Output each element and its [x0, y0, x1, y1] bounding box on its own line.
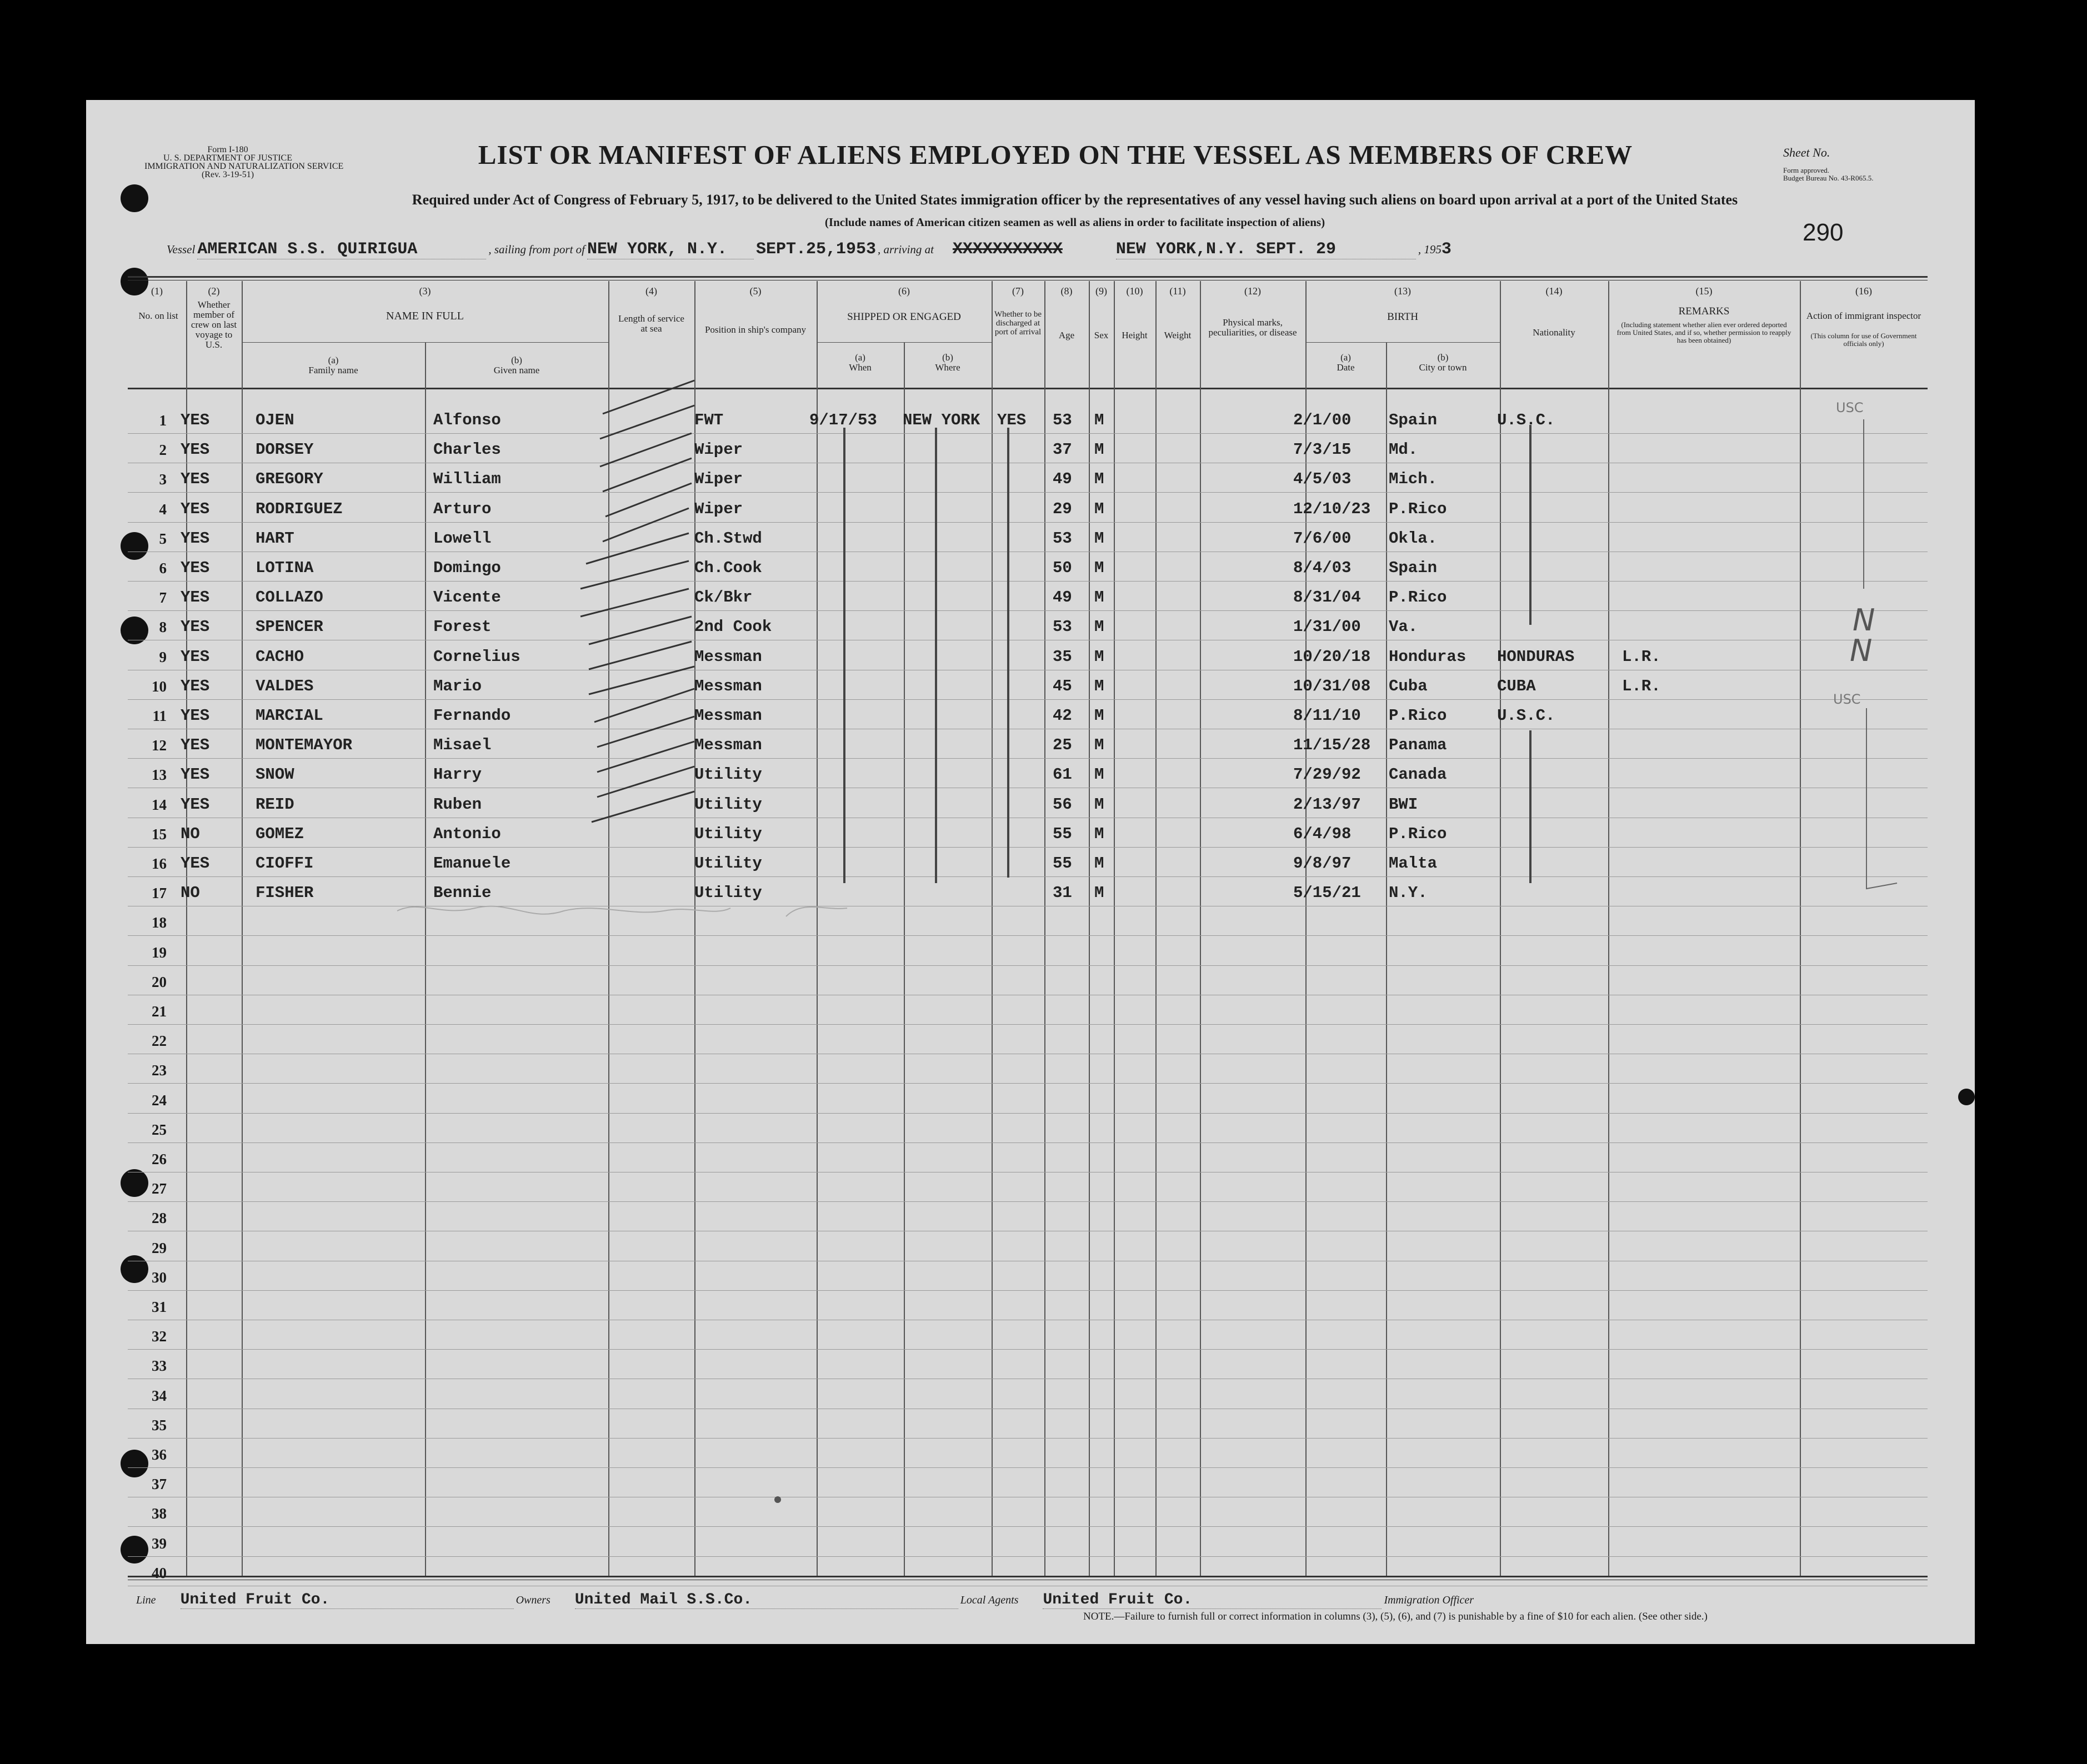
row-number: 21 [152, 1003, 167, 1020]
birth-place-cell: Md. [1389, 440, 1418, 459]
prev-voyage-cell: YES [181, 559, 210, 577]
given-name-cell: Fernando [433, 706, 511, 725]
col15-subheader: (Including statement whether alien ever ordered deported from United States, and if so, whether permission to reapply has been obtained) [1616, 320, 1791, 344]
birth-date-cell: 7/29/92 [1293, 765, 1361, 784]
row-number: 12 [152, 737, 167, 754]
birth-date-cell: 8/31/04 [1293, 588, 1361, 607]
prev-voyage-cell: YES [181, 795, 210, 814]
row-number: 9 [159, 648, 167, 665]
prev-voyage-cell: YES [181, 736, 210, 755]
row-number: 39 [152, 1535, 167, 1552]
position-cell: Utility [694, 795, 762, 814]
row-number: 6 [159, 560, 167, 577]
birth-place-cell: BWI [1389, 795, 1418, 814]
given-name-cell: Arturo [433, 499, 492, 518]
col2-header: Whether member of crew on last voyage to U.S. [191, 299, 237, 350]
birth-date-cell: 10/20/18 [1293, 647, 1371, 666]
given-name-cell: Domingo [433, 559, 501, 577]
family-name-cell: RODRIGUEZ [256, 499, 343, 518]
given-name-cell: Charles [433, 440, 501, 459]
birth-date-cell: 5/15/21 [1293, 884, 1361, 903]
form-instruction: (Include names of American citizen seamen as well as aliens in order to facilitate inspection of aliens) [824, 216, 1325, 229]
family-name-cell: COLLAZO [256, 588, 323, 607]
birth-date-cell: 1/31/00 [1293, 618, 1361, 637]
owners-label: Owners [516, 1594, 550, 1606]
year-prefix: , 195 [1418, 243, 1442, 256]
age-cell: 55 [1053, 824, 1072, 843]
row-number: 7 [159, 589, 167, 607]
col6a-label: When [849, 362, 872, 373]
family-name-cell: OJEN [256, 411, 294, 429]
inspector-mark-n: N [1853, 603, 1875, 638]
form-revision: (Rev. 3-19-51) [201, 170, 254, 179]
row-number: 16 [152, 855, 167, 872]
col12-header: Physical marks, peculiarities, or disease [1208, 317, 1297, 338]
row-number: 4 [159, 500, 167, 518]
row-number: 38 [152, 1505, 167, 1522]
row-number: 3 [159, 471, 167, 488]
position-cell: Wiper [694, 499, 743, 518]
col3b-label: Given name [493, 365, 540, 375]
age-cell: 42 [1053, 706, 1072, 725]
birth-place-cell: P.Rico [1389, 706, 1447, 725]
col6b-number: (b) [942, 352, 953, 363]
given-name-cell: Emanuele [433, 854, 511, 873]
sex-cell: M [1094, 440, 1104, 459]
row-number: 20 [152, 973, 167, 990]
department-name: U. S. DEPARTMENT OF JUSTICE [163, 153, 292, 163]
col6a-number: (a) [855, 352, 865, 363]
col3b-number: (b) [511, 355, 522, 365]
family-name-cell: CIOFFI [256, 854, 314, 873]
birth-place-cell: Spain [1389, 559, 1438, 577]
col1-number: (1) [151, 285, 163, 297]
col2-number: (2) [208, 285, 220, 297]
sex-cell: M [1094, 618, 1104, 637]
sex-cell: M [1094, 647, 1104, 666]
row-number: 19 [152, 944, 167, 961]
shipped-when-cell: 9/17/53 [809, 411, 877, 429]
col11-header: Weight [1164, 330, 1192, 340]
given-name-cell: William [433, 470, 501, 489]
sex-cell: M [1094, 529, 1104, 548]
row-number: 28 [152, 1210, 167, 1227]
age-cell: 49 [1053, 470, 1072, 489]
arriving-label: , arriving at [878, 243, 934, 256]
age-cell: 50 [1053, 559, 1072, 577]
given-name-cell: Lowell [433, 529, 492, 548]
agents-label: Local Agents [960, 1594, 1019, 1606]
age-cell: 55 [1053, 854, 1072, 873]
row-number: 27 [152, 1180, 167, 1197]
col15-number: (15) [1695, 285, 1713, 297]
col16-header: Action of immigrant inspector [1806, 310, 1921, 321]
col9-header: Sex [1094, 330, 1109, 340]
footer-line [136, 1591, 1474, 1609]
given-name-cell: Alfonso [433, 411, 501, 429]
col13a-label: Date [1337, 362, 1355, 373]
age-cell: 56 [1053, 795, 1072, 814]
prev-voyage-cell: YES [181, 529, 210, 548]
col11-number: (11) [1169, 285, 1186, 297]
birth-place-cell: Panama [1389, 736, 1447, 755]
age-cell: 49 [1053, 588, 1072, 607]
family-name-cell: REID [256, 795, 294, 814]
prev-voyage-cell: YES [181, 765, 210, 784]
footer-note: NOTE.—Failure to furnish full or correct information in columns (3), (5), (6), and (7) is punishable by a fine of $10 for each alien. (See other side.) [1083, 1611, 1708, 1622]
position-cell: Utility [694, 854, 762, 873]
col6-number: (6) [898, 285, 910, 297]
given-name-cell: Ruben [433, 795, 482, 814]
col13b-label: City or town [1419, 362, 1467, 373]
row-number: 15 [152, 825, 167, 843]
row-number: 35 [152, 1416, 167, 1434]
col8-number: (8) [1060, 285, 1073, 297]
birth-date-cell: 8/4/03 [1293, 559, 1352, 577]
remarks-cell: L.R. [1622, 676, 1661, 695]
row-number: 23 [152, 1062, 167, 1079]
row-number: 1 [159, 412, 167, 429]
birth-date-cell: 8/11/10 [1293, 706, 1361, 725]
given-name-cell: Vicente [433, 588, 501, 607]
birth-place-cell: P.Rico [1389, 824, 1447, 843]
family-name-cell: HART [256, 529, 294, 548]
birth-place-cell: Mich. [1389, 470, 1438, 489]
row-number: 17 [152, 885, 167, 902]
age-cell: 53 [1053, 529, 1072, 548]
col7-header: Whether to be discharged at port of arrival [994, 310, 1042, 337]
prev-voyage-cell: YES [181, 854, 210, 873]
agents-value: United Fruit Co. [1043, 1591, 1382, 1609]
family-name-cell: LOTINA [256, 559, 314, 577]
given-name-cell: Harry [433, 765, 482, 784]
nationality-cell: U.S.C. [1497, 411, 1555, 429]
col13b-number: (b) [1437, 352, 1449, 363]
position-cell: Ch.Stwd [694, 529, 762, 548]
row-number: 25 [152, 1121, 167, 1138]
age-cell: 25 [1053, 736, 1072, 755]
position-cell: FWT [694, 411, 724, 429]
birth-date-cell: 9/8/97 [1293, 854, 1352, 873]
sex-cell: M [1094, 884, 1104, 903]
position-cell: Utility [694, 824, 762, 843]
row-number: 14 [152, 796, 167, 813]
col14-header: Nationality [1533, 327, 1575, 338]
birth-place-cell: Spain [1389, 411, 1438, 429]
age-cell: 29 [1053, 499, 1072, 518]
birth-place-cell: Okla. [1389, 529, 1438, 548]
position-cell: Messman [694, 736, 762, 755]
given-name-cell: Misael [433, 736, 492, 755]
family-name-cell: DORSEY [256, 440, 314, 459]
prev-voyage-cell: YES [181, 706, 210, 725]
col8-header: Age [1058, 330, 1075, 340]
row-number: 26 [152, 1151, 167, 1167]
row-number: 31 [152, 1299, 167, 1315]
birth-place-cell: Canada [1389, 765, 1447, 784]
sailing-from: NEW YORK, N.Y. [587, 240, 754, 259]
position-cell: Wiper [694, 470, 743, 489]
row-number: 33 [152, 1357, 167, 1375]
vessel-label: Vessel [167, 243, 196, 256]
col13-number: (13) [1394, 285, 1411, 297]
immigration-officer-label: Immigration Officer [1384, 1594, 1474, 1606]
sailing-label: , sailing from port of [488, 243, 585, 256]
row-number: 36 [152, 1446, 167, 1463]
position-cell: Messman [694, 647, 762, 666]
row-number: 40 [152, 1564, 167, 1581]
family-name-cell: CACHO [256, 647, 304, 666]
birth-date-cell: 2/1/00 [1293, 411, 1352, 429]
col3a-number: (a) [328, 355, 339, 365]
col9-number: (9) [1095, 285, 1107, 297]
row-number: 37 [152, 1476, 167, 1493]
row-number: 30 [152, 1269, 167, 1286]
given-name-cell: Antonio [433, 824, 501, 843]
family-name-cell: FISHER [256, 884, 314, 903]
age-cell: 53 [1053, 618, 1072, 637]
birth-date-cell: 12/10/23 [1293, 499, 1371, 518]
given-name-cell: Cornelius [433, 647, 521, 666]
prev-voyage-cell: YES [181, 647, 210, 666]
family-name-cell: GREGORY [256, 470, 323, 489]
age-cell: 35 [1053, 647, 1072, 666]
sex-cell: M [1094, 854, 1104, 873]
arriving-at: NEW YORK,N.Y. SEPT. 29 [1116, 240, 1416, 259]
col13a-number: (a) [1340, 352, 1351, 363]
sex-cell: M [1094, 499, 1104, 518]
nationality-cell: HONDURAS [1497, 647, 1575, 666]
row-number: 13 [152, 766, 167, 784]
form-number: Form I-180 [207, 145, 248, 154]
age-cell: 31 [1053, 884, 1072, 903]
sex-cell: M [1094, 706, 1104, 725]
sex-cell: M [1094, 470, 1104, 489]
birth-place-cell: P.Rico [1389, 499, 1447, 518]
family-name-cell: MONTEMAYOR [256, 736, 353, 755]
prev-voyage-cell: NO [181, 884, 200, 903]
age-cell: 45 [1053, 676, 1072, 695]
prev-voyage-cell: YES [181, 440, 210, 459]
birth-place-cell: N.Y. [1389, 884, 1428, 903]
sex-cell: M [1094, 588, 1104, 607]
line-label: Line [136, 1594, 156, 1606]
position-cell: 2nd Cook [694, 618, 772, 637]
sex-cell: M [1094, 736, 1104, 755]
col3-header: NAME IN FULL [386, 310, 464, 322]
prev-voyage-cell: YES [181, 411, 210, 429]
family-name-cell: VALDES [256, 676, 314, 695]
form-title: LIST OR MANIFEST OF ALIENS EMPLOYED ON THE VESSEL AS MEMBERS OF CREW [478, 139, 1633, 170]
inspector-mark-usc: USC [1833, 691, 1861, 707]
row-number: 10 [152, 678, 167, 695]
birth-place-cell: Cuba [1389, 676, 1428, 695]
sex-cell: M [1094, 676, 1104, 695]
faint-pencil-note [397, 906, 847, 916]
vessel-name: AMERICAN S.S. QUIRIGUA [197, 240, 486, 259]
birth-date-cell: 7/6/00 [1293, 529, 1352, 548]
prev-voyage-cell: YES [181, 676, 210, 695]
sex-cell: M [1094, 795, 1104, 814]
given-name-cell: Mario [433, 676, 482, 695]
col5-header: Position in ship's company [704, 324, 807, 335]
col16-subheader: (This column for use of Government officials only) [1810, 332, 1917, 348]
position-cell: Messman [694, 676, 762, 695]
col15-header: REMARKS [1678, 305, 1730, 317]
inspector-mark-usc: USC [1836, 400, 1864, 415]
form-subtitle: Required under Act of Congress of February 5, 1917, to be delivered to the United States immigration officer by the representatives of any vessel having such aliens on board upon arrival at a port of the United States [412, 192, 1738, 208]
sex-cell: M [1094, 824, 1104, 843]
budget-number: Budget Bureau No. 43-R065.5. [1783, 174, 1874, 182]
position-cell: Ch.Cook [694, 559, 762, 577]
row-number: 18 [152, 914, 167, 931]
col7-number: (7) [1012, 285, 1024, 297]
birth-date-cell: 2/13/97 [1293, 795, 1361, 814]
position-cell: Utility [694, 765, 762, 784]
family-name-cell: SPENCER [256, 618, 323, 637]
col14-number: (14) [1545, 285, 1563, 297]
owners-value: United Mail S.S.Co. [575, 1591, 958, 1609]
row-number: 5 [159, 530, 167, 547]
service-name: IMMIGRATION AND NATURALIZATION SERVICE [144, 162, 344, 171]
row-number: 29 [152, 1239, 167, 1256]
birth-date-cell: 6/4/98 [1293, 824, 1352, 843]
birth-date-cell: 10/31/08 [1293, 676, 1371, 695]
ink-dot [774, 1496, 781, 1503]
prev-voyage-cell: YES [181, 470, 210, 489]
row-number: 8 [159, 619, 167, 636]
sex-cell: M [1094, 411, 1104, 429]
col3a-label: Family name [308, 365, 358, 375]
birth-place-cell: Malta [1389, 854, 1438, 873]
remarks-cell: L.R. [1622, 647, 1661, 666]
sex-cell: M [1094, 765, 1104, 784]
col13-header: BIRTH [1387, 311, 1418, 323]
manifest-sheet [86, 100, 1975, 1644]
struck-port-text: XXXXXXXXXXX [952, 240, 1063, 259]
col10-number: (10) [1126, 285, 1143, 297]
ditto-lines [844, 425, 1530, 883]
position-cell: Ck/Bkr [694, 588, 753, 607]
family-name-cell: MARCIAL [256, 706, 323, 725]
prev-voyage-cell: YES [181, 618, 210, 637]
col16-number: (16) [1855, 285, 1872, 297]
sheet-number-label: Sheet No. [1783, 146, 1830, 159]
service-length-scribbles [580, 380, 694, 822]
col4-number: (4) [645, 285, 657, 297]
discharged-cell: YES [997, 411, 1027, 429]
age-cell: 61 [1053, 765, 1072, 784]
birth-date-cell: 7/3/15 [1293, 440, 1352, 459]
age-cell: 37 [1053, 440, 1072, 459]
family-name-cell: GOMEZ [256, 824, 304, 843]
approval-text: Form approved. [1783, 166, 1830, 174]
position-cell: Messman [694, 706, 762, 725]
given-name-cell: Forest [433, 618, 492, 637]
col5-number: (5) [749, 285, 762, 297]
col6-header: SHIPPED OR ENGAGED [847, 311, 961, 323]
birth-place-cell: P.Rico [1389, 588, 1447, 607]
col1-header: No. on list [138, 310, 178, 321]
nationality-cell: CUBA [1497, 676, 1536, 695]
handwritten-marks [86, 100, 1975, 1644]
row-number: 24 [152, 1091, 167, 1109]
birth-place-cell: Honduras [1389, 647, 1467, 666]
birth-date-cell: 11/15/28 [1293, 736, 1371, 755]
sex-cell: M [1094, 559, 1104, 577]
col4-header: Length of service at sea [618, 313, 684, 334]
col3-number: (3) [419, 285, 431, 297]
page-number: 290 [1803, 219, 1844, 246]
shipped-where-cell: NEW YORK [903, 411, 980, 429]
prev-voyage-cell: YES [181, 499, 210, 518]
col10-header: Height [1122, 330, 1148, 340]
row-number: 22 [152, 1033, 167, 1050]
inspector-mark-n: N [1850, 633, 1873, 668]
birth-date-cell: 4/5/03 [1293, 470, 1352, 489]
age-cell: 53 [1053, 411, 1072, 429]
row-number: 34 [152, 1387, 167, 1404]
line-value: United Fruit Co. [181, 1591, 514, 1609]
col6b-label: Where [935, 362, 960, 373]
sailing-date: SEPT.25,1953 [756, 240, 877, 259]
birth-place-cell: Va. [1389, 618, 1418, 637]
family-name-cell: SNOW [256, 765, 294, 784]
row-number: 2 [159, 442, 167, 459]
row-number: 11 [152, 708, 167, 724]
prev-voyage-cell: NO [181, 824, 200, 843]
year-suffix: 3 [1441, 240, 1452, 259]
col12-number: (12) [1244, 285, 1261, 297]
position-cell: Wiper [694, 440, 743, 459]
nationality-cell: U.S.C. [1497, 706, 1555, 725]
row-number: 32 [152, 1328, 167, 1345]
prev-voyage-cell: YES [181, 588, 210, 607]
given-name-cell: Bennie [433, 884, 492, 903]
position-cell: Utility [694, 884, 762, 903]
